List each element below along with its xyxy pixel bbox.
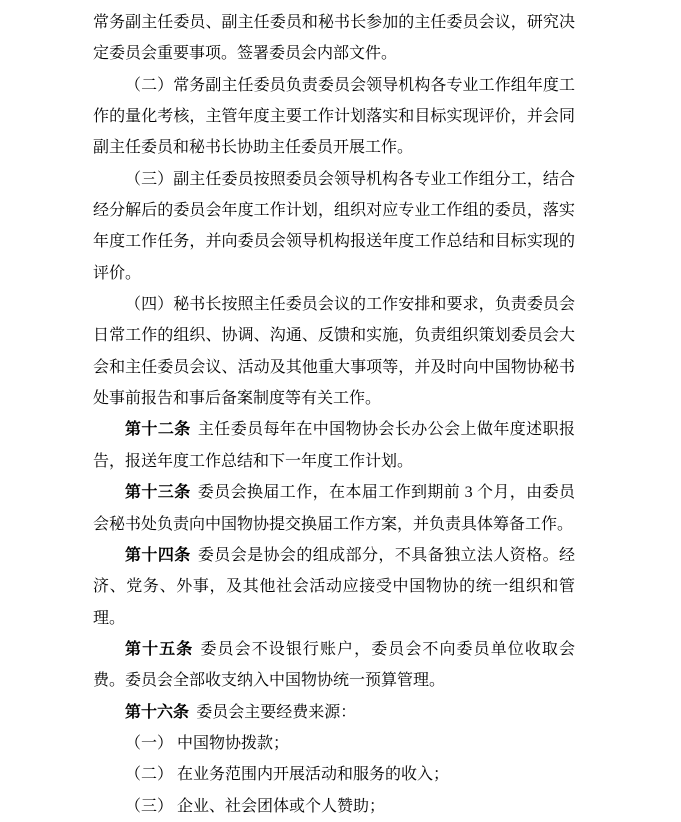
paragraph <box>93 477 575 540</box>
paragraph-text: （四）秘书长按照主任委员会议的工作安排和要求，负责委员会日常工作的组织、协调、沟通、反馈和实施，负责组织策划委员会大会和主任委员会议、活动及其他重大事项等，并及时向中国物协秘书处事前报告和事后备案制度等有关工作。 <box>93 296 575 408</box>
paragraph-text: （一） 中国物协拨款； <box>125 734 290 752</box>
paragraph <box>93 414 575 477</box>
paragraph-text: 委员会换届工作，在本届工作到期前 3 个月，由委员会秘书处负责向中国物协提交换届工作方案，并负责具体筹备工作。 <box>93 484 575 533</box>
paragraph <box>93 728 575 759</box>
article-term: 第十四条 <box>125 546 191 564</box>
paragraph <box>93 697 575 728</box>
paragraph-text: 委员会主要经费来源： <box>196 703 357 721</box>
paragraph-text: （二） 在业务范围内开展活动和服务的收入； <box>125 766 450 784</box>
paragraph-text: （二）常务副主任委员负责委员会领导机构各专业工作组年度工作的量化考核，主管年度主要工作计划落实和目标实现评价，并会同副主任委员和秘书长协助主任委员开展工作。 <box>93 76 575 157</box>
paragraph-text: （三） 企业、社会团体或个人赞助； <box>125 797 386 815</box>
article-term: 第十三条 <box>125 484 191 502</box>
paragraph-text: 主任委员每年在中国物协会长办公会上做年度述职报告，报送年度工作总结和下一年度工作计划。 <box>93 421 575 470</box>
paragraph <box>93 634 575 697</box>
paragraph-text: 委员会不设银行账户，委员会不向委员单位收取会费。委员会全部收支纳入中国物协统一预算管理。 <box>93 640 575 690</box>
paragraph-text: （三）副主任委员按照委员会领导机构各专业工作组分工，结合经分解后的委员会年度工作计划，组织对应专业工作组的委员，落实年度工作任务，并向委员会领导机构报送年度工作总结和目标实现的评价。 <box>93 170 575 282</box>
paragraph-text: 委员会是协会的组成部分，不具备独立法人资格。经济、党务、外事，及其他社会活动应接受中国物协的统一组织和管理。 <box>93 546 575 627</box>
paragraph <box>93 164 575 289</box>
article-term: 第十二条 <box>125 421 191 439</box>
paragraph <box>93 791 575 822</box>
paragraph <box>93 7 575 70</box>
article-term: 第十五条 <box>125 640 194 658</box>
paragraph <box>93 289 575 414</box>
paragraph <box>93 540 575 634</box>
paragraph <box>93 759 575 790</box>
article-term: 第十六条 <box>125 703 190 721</box>
paragraph <box>93 70 575 164</box>
paragraph-text: 常务副主任委员、副主任委员和秘书长参加的主任委员会议，研究决定委员会重要事项。签署委员会内部文件。 <box>93 14 575 63</box>
